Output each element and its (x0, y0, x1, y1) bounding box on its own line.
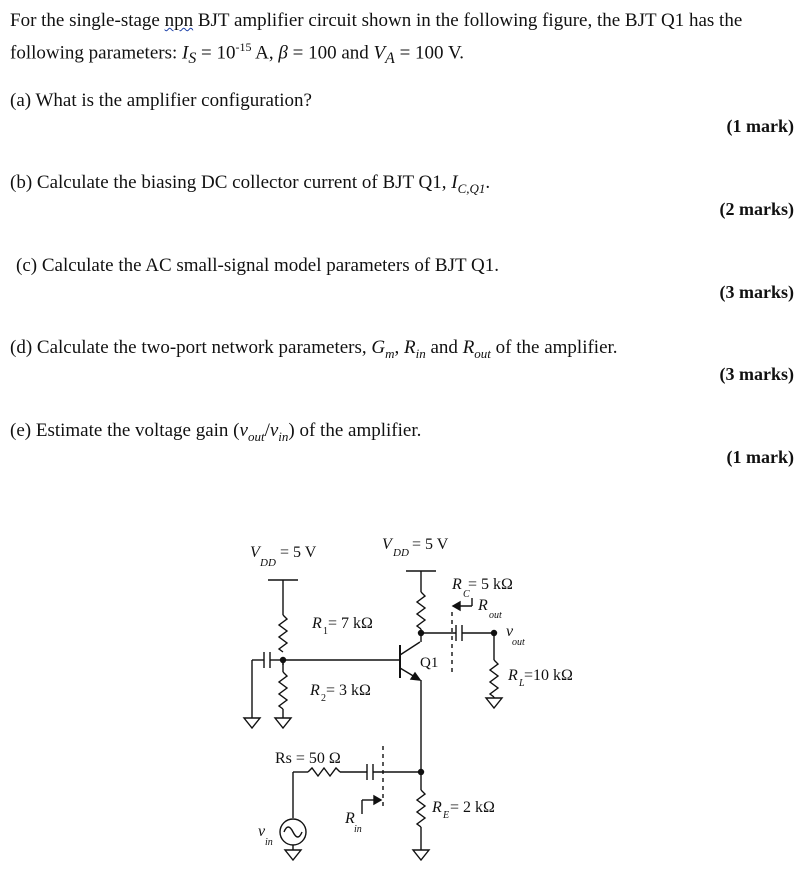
svg-text:R: R (345, 810, 355, 827)
ground-source (285, 850, 301, 860)
svg-text:= 2 kΩ: = 2 kΩ (450, 799, 495, 816)
svg-text:E: E (443, 810, 450, 821)
marks-c: (3 marks) (719, 282, 794, 302)
svg-text:= 5 V: = 5 V (280, 544, 317, 561)
svg-text:= 3 kΩ: = 3 kΩ (326, 682, 371, 699)
rin-label (344, 810, 362, 835)
svg-text:V: V (382, 536, 392, 553)
svg-text:2: 2 (321, 693, 326, 704)
vin-label (258, 823, 273, 848)
ground-rl (486, 698, 502, 708)
q1-label: Q1 (420, 655, 439, 671)
ac-source-wave (284, 827, 302, 837)
question-b: (b) Calculate the biasing DC collector current of BJT Q1, $I_{C,Q1}$. (10, 172, 491, 196)
problem-intro: For the single-stage npn BJT amplifier circuit shown in the following figure, the BJT Q1 has the following parameters: $I_S = 10^{-15}$ A, β = 100 and $V_A = 100$ V. (10, 10, 743, 68)
svg-text:R: R (452, 576, 462, 593)
svg-text:R: R (508, 667, 518, 684)
svg-text:V: V (250, 544, 260, 561)
svg-text:= 5 V: = 5 V (412, 536, 449, 553)
svg-text:R: R (312, 615, 322, 632)
svg-text:R: R (310, 682, 320, 699)
marks-e: (1 mark) (726, 447, 794, 467)
svg-text:out: out (512, 637, 525, 648)
ground-re (413, 850, 429, 860)
vout-label (506, 623, 525, 648)
svg-text:in: in (354, 824, 362, 835)
question-e: (e) Estimate the voltage gain $(v_{out}/v_{in})$ of the amplifier. (10, 420, 422, 444)
svg-text:= 7 kΩ: = 7 kΩ (328, 615, 373, 632)
svg-text:C: C (463, 589, 470, 600)
re-resistor (417, 790, 425, 827)
rout-arrow-head (453, 602, 460, 610)
q1-emitter-arrow (411, 673, 420, 680)
question-d: (d) Calculate the two-port network parameters, $G_m$, $R_{in}$ and $R_{out}$ of the amplifier. (10, 337, 618, 361)
svg-text:DD: DD (260, 557, 276, 569)
ground-cap-left (244, 718, 260, 728)
svg-text:v: v (258, 823, 266, 840)
question-c: (c) Calculate the AC small-signal model parameters of BJT Q1. (16, 255, 499, 276)
r1-resistor (279, 615, 287, 652)
rout-label (477, 597, 502, 621)
svg-text:L: L (519, 678, 525, 689)
marks-a: (1 mark) (726, 116, 794, 136)
svg-text:DD: DD (393, 547, 409, 559)
rin-arrow-head (374, 796, 381, 804)
rl-resistor (490, 660, 498, 697)
svg-text:Rs = 50 Ω: Rs = 50 Ω (275, 750, 341, 767)
svg-text:= 5 kΩ: = 5 kΩ (468, 576, 513, 593)
question-a: (a) What is the amplifier configuration? (10, 90, 312, 111)
q1-collector-lead (400, 642, 420, 655)
rl-label (507, 667, 573, 689)
rc-resistor (417, 592, 425, 629)
vdd-right-label (382, 536, 449, 559)
r2-resistor (279, 672, 287, 709)
svg-text:R: R (432, 799, 442, 816)
svg-text:out: out (489, 610, 502, 621)
vdd-left-label (250, 544, 317, 569)
svg-text:in: in (265, 837, 273, 848)
ground-r2 (275, 718, 291, 728)
svg-text:v: v (506, 623, 514, 640)
rs-label (275, 750, 341, 767)
svg-text:R: R (478, 597, 488, 614)
marks-b: (2 marks) (719, 199, 794, 219)
svg-text:1: 1 (323, 626, 328, 637)
r2-label (309, 682, 371, 704)
marks-d: (3 marks) (719, 364, 794, 384)
re-label (431, 799, 495, 821)
svg-text:=10 kΩ: =10 kΩ (524, 667, 573, 684)
rs-resistor (308, 768, 340, 776)
r1-label (311, 615, 373, 637)
